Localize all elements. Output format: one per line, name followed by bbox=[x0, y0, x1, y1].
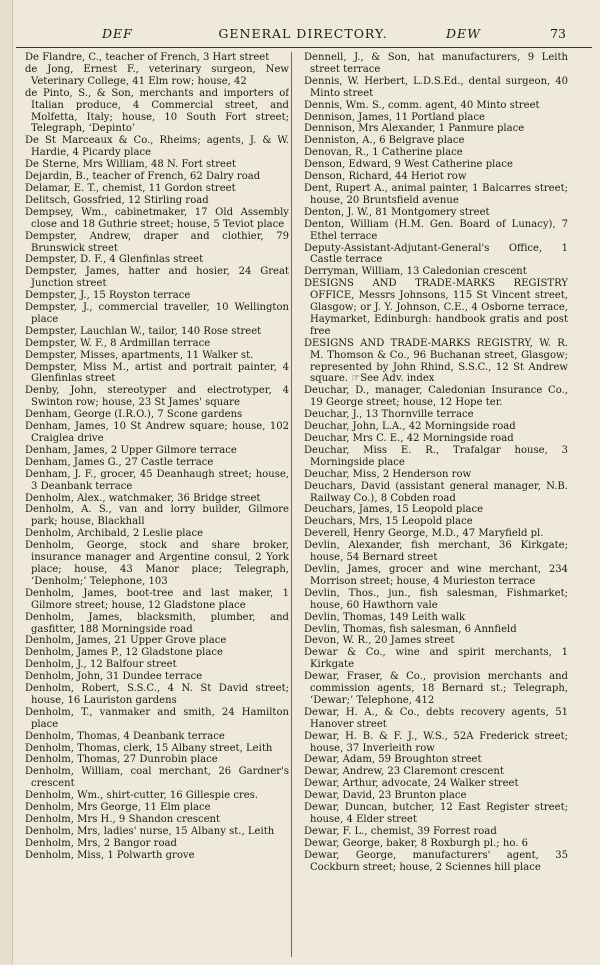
directory-entry: Deuchars, Mrs, 15 Leopold place bbox=[304, 516, 473, 528]
directory-entry: Denholm, James, blacksmith, plumber, and gasfitter, 188 Morningside road bbox=[25, 611, 289, 635]
directory-entry: Devlin, Thomas, fish salesman, 6 Annfield bbox=[304, 623, 517, 635]
header-left-key: DEF bbox=[102, 26, 133, 41]
directory-entry: Deuchar, Miss E. R., Trafalgar house, 3 Morningside place bbox=[304, 444, 568, 468]
directory-entry: DESIGNS AND TRADE-MARKS REGISTRY OFFICE, Messrs Johnsons, 115 St Vincent street, Glasgow; or J. Y. Johnson, C.E., 4 Osborne terrace, Haymarket, Edinburgh: handbook gratis and post free bbox=[304, 278, 568, 337]
directory-entry: Denholm, Mrs, ladies' nurse, 15 Albany st., Leith bbox=[25, 825, 275, 837]
directory-entry: Denholm, George, stock and share broker, insurance manager and Argentine consul, 2 York place; house, 43 Manor place; Telegraph, ‘Denholm;’ Telephone, 103 bbox=[25, 540, 289, 587]
directory-entry: Deuchars, David (assistant general manager, N.B. Railway Co.), 8 Cobden road bbox=[304, 480, 568, 504]
directory-entry: Denholm, A. S., van and lorry builder, Gilmore park; house, Blackhall bbox=[25, 504, 289, 528]
directory-entry: Dempster, J., commercial traveller, 10 Wellington place bbox=[25, 302, 289, 325]
directory-entry: Dennis, W. Herbert, L.D.S.Ed., dental surgeon, 40 Minto street bbox=[304, 75, 568, 99]
directory-entry: Dennell, J., & Son, hat manufacturers, 9 Leith street terrace bbox=[304, 52, 568, 75]
directory-entry: de Jong, Ernest F., veterinary surgeon, New Veterinary College, 41 Elm row; house, 42 bbox=[25, 63, 289, 87]
directory-entry: Denholm, Archibald, 2 Leslie place bbox=[25, 528, 204, 540]
directory-entry: Dewar, George, manufacturers' agent, 35 Cockburn street; house, 2 Sciennes hill place bbox=[304, 849, 568, 873]
directory-entry: Devlin, James, grocer and wine merchant, 234 Morrison street; house, 4 Murieston terrace bbox=[304, 563, 568, 587]
left-column bbox=[17, 52, 289, 958]
directory-entry: Denholm, John, 31 Dundee terrace bbox=[25, 671, 203, 683]
directory-entry: Dewar & Co., wine and spirit merchants, 1 Kirkgate bbox=[304, 647, 568, 671]
directory-entry: Dempster, Andrew, draper and clothier, 79 Brunswick street bbox=[25, 230, 289, 254]
directory-entry: Denholm, William, coal merchant, 26 Gardner's crescent bbox=[25, 766, 289, 790]
directory-entry: Dewar, Andrew, 23 Claremont crescent bbox=[304, 766, 504, 778]
directory-entry: Denson, Edward, 9 West Catherine place bbox=[304, 159, 513, 171]
directory-entry: Dewar, David, 23 Brunton place bbox=[304, 790, 467, 802]
directory-entry: Dempster, James, hatter and hosier, 24 Great Junction street bbox=[25, 266, 289, 290]
directory-entry: Dewar, Duncan, butcher, 12 East Register street; house, 4 Elder street bbox=[304, 802, 568, 825]
column-divider bbox=[291, 52, 292, 957]
page-title: GENERAL DIRECTORY. bbox=[218, 26, 388, 41]
directory-entry: Denton, J. W., 81 Montgomery street bbox=[304, 206, 490, 218]
directory-entry: Denovan, R., 1 Catherine place bbox=[304, 147, 463, 159]
directory-entry: Dewar, F. L., chemist, 39 Forrest road bbox=[304, 825, 497, 837]
directory-entry: Dewar, H. A., & Co., debts recovery agents, 51 Hanover street bbox=[304, 706, 568, 730]
directory-entry: Denholm, Miss, 1 Polwarth grove bbox=[25, 849, 195, 861]
directory-entry: Dempster, J., 15 Royston terrace bbox=[25, 290, 191, 302]
directory-entry: Denholm, Thomas, clerk, 15 Albany street, Leith bbox=[25, 742, 273, 754]
directory-entry: DESIGNS AND TRADE-MARKS REGISTRY, W. R. M. Thomson & Co., 96 Buchanan street, Glasgow; represented by John Rhind, S.S.C., 12 St Andrew square. ☞See Adv. index bbox=[304, 337, 568, 385]
directory-entry: Dewar, Arthur, advocate, 24 Walker street bbox=[304, 778, 519, 790]
directory-entry: Denham, James, 10 St Andrew square; house, 102 Craiglea drive bbox=[25, 421, 289, 444]
directory-entry: De St Marceaux & Co., Rheims; agents, J. & W. Hardie, 4 Picardy place bbox=[25, 135, 289, 159]
directory-entry: Dempster, Misses, apartments, 11 Walker st. bbox=[25, 349, 254, 361]
directory-entry: Deverell, Henry George, M.D., 47 Maryfield pl. bbox=[304, 528, 544, 540]
directory-entry: Devlin, Alexander, fish merchant, 36 Kirkgate; house, 54 Bernard street bbox=[304, 540, 568, 564]
directory-entry: Dejardin, B., teacher of French, 62 Dalry road bbox=[25, 171, 261, 183]
directory-entry: Denholm, Mrs H., 9 Shandon crescent bbox=[25, 814, 221, 825]
directory-entry: Dempsey, Wm., cabinetmaker, 17 Old Assembly close and 18 Guthrie street; house, 5 Teviot place bbox=[25, 206, 289, 230]
directory-entry: Deuchar, D., manager, Caledonian Insurance Co., 19 George street; house, 12 Hope ter. bbox=[304, 385, 568, 409]
directory-entry: Denton, William (H.M. Gen. Board of Lunacy), 7 Ethel terrace bbox=[304, 218, 568, 242]
directory-entry: Deuchar, Mrs C. E., 42 Morningside road bbox=[304, 433, 514, 444]
directory-entry: Dewar, George, baker, 8 Roxburgh pl.; ho. 6 bbox=[304, 837, 529, 849]
directory-entry: Denham, J. F., grocer, 45 Deanhaugh street; house, 3 Deanbank terrace bbox=[25, 468, 289, 492]
directory-entry: Denholm, Robert, S.S.C., 4 N. St David street; house, 16 Lauriston gardens bbox=[25, 683, 289, 706]
directory-entry: Deuchar, Miss, 2 Henderson row bbox=[304, 468, 472, 480]
directory-entry: Denham, James G., 27 Castle terrace bbox=[25, 456, 214, 468]
binding-margin bbox=[0, 0, 13, 965]
directory-entry: Devlin, Thomas, 149 Leith walk bbox=[304, 611, 466, 623]
directory-entry: Denham, George (I.R.O.), 7 Scone gardens bbox=[25, 409, 243, 421]
directory-entry: Denham, James, 2 Upper Gilmore terrace bbox=[25, 444, 237, 456]
directory-entry: Dewar, Fraser, & Co., provision merchants and commission agents, 18 Bernard st.; Telegraph, ‘Dewar;’ Telephone, 412 bbox=[304, 671, 568, 706]
page-number: 73 bbox=[550, 26, 566, 41]
directory-entry: De Sterne, Mrs William, 48 N. Fort street bbox=[25, 159, 236, 171]
directory-entry: Dennis, Wm. S., comm. agent, 40 Minto street bbox=[304, 99, 540, 111]
directory-entry: Deputy-Assistant-Adjutant-General's Office, 1 Castle terrace bbox=[304, 242, 568, 266]
directory-entry: Denholm, J., 12 Balfour street bbox=[25, 659, 177, 671]
header-rule bbox=[16, 47, 592, 48]
directory-entry: Denholm, Mrs George, 11 Elm place bbox=[25, 802, 211, 814]
directory-entry: De Flandre, C., teacher of French, 3 Hart street bbox=[25, 52, 270, 63]
directory-entry: Dewar, H. B. & F. J., W.S., 52A Frederick street; house, 37 Inverleith row bbox=[304, 730, 568, 754]
directory-entry: Dempster, Miss M., artist and portrait painter, 4 Glenfinlas street bbox=[25, 361, 289, 385]
directory-entry: Devon, W. R., 20 James street bbox=[304, 635, 455, 647]
directory-entry: Deuchars, James, 15 Leopold place bbox=[304, 504, 484, 516]
directory-entry: Devlin, Thos., jun., fish salesman, Fishmarket; house, 60 Hawthorn vale bbox=[304, 587, 568, 611]
directory-entry: Dent, Rupert A., animal painter, 1 Balcarres street; house, 20 Bruntsfield avenue bbox=[304, 182, 568, 206]
directory-entry: Derryman, William, 13 Caledonian crescent bbox=[304, 266, 527, 278]
directory-entry: Denholm, Wm., shirt-cutter, 16 Gillespie cres. bbox=[25, 790, 259, 802]
directory-entry: Denniston, A., 6 Belgrave place bbox=[304, 135, 465, 147]
directory-entry: de Pinto, S., & Son, merchants and importers of Italian produce, 4 Commercial street, and Molfetta, Italy; house, 10 South Fort street; Telegraph, ‘Depinto’ bbox=[25, 87, 289, 135]
directory-entry: Dennison, Mrs Alexander, 1 Panmure place bbox=[304, 123, 525, 135]
directory-entry: Deuchar, John, L.A., 42 Morningside road bbox=[304, 421, 516, 433]
directory-entry: Denholm, T., vanmaker and smith, 24 Hamilton place bbox=[25, 706, 289, 730]
header-right-key: DEW bbox=[446, 26, 481, 41]
directory-entry: Denholm, Mrs, 2 Bangor road bbox=[25, 837, 177, 849]
directory-entry: Denholm, James, boot-tree and last maker, 1 Gilmore street; house, 12 Gladstone place bbox=[25, 587, 289, 611]
directory-entry: Denholm, Thomas, 27 Dunrobin place bbox=[25, 754, 218, 766]
directory-entry: Delamar, E. T., chemist, 11 Gordon street bbox=[25, 182, 236, 194]
directory-entry: Denholm, Alex., watchmaker, 36 Bridge street bbox=[25, 492, 261, 504]
right-column bbox=[296, 52, 568, 958]
directory-entry: Denholm, James, 21 Upper Grove place bbox=[25, 635, 227, 647]
directory-entry: Dewar, Adam, 59 Broughton street bbox=[304, 754, 482, 766]
directory-entry: Deuchar, J., 13 Thornville terrace bbox=[304, 409, 474, 421]
directory-entry: Dennison, James, 11 Portland place bbox=[304, 111, 485, 123]
directory-entry: Denby, John, stereotyper and electrotyper, 4 Swinton row; house, 23 St James' square bbox=[25, 385, 289, 409]
directory-entry: Denholm, Thomas, 4 Deanbank terrace bbox=[25, 730, 225, 742]
directory-entry: Delitsch, Gossfried, 12 Stirling road bbox=[25, 194, 209, 206]
directory-entry: Dempster, D. F., 4 Glenfinlas street bbox=[25, 254, 204, 266]
directory-entry: Denholm, James P., 12 Gladstone place bbox=[25, 647, 223, 659]
directory-entry: Denson, Richard, 44 Heriot row bbox=[304, 171, 467, 183]
directory-entry: Dempster, W. F., 8 Ardmillan terrace bbox=[25, 337, 211, 349]
directory-entry: Dempster, Lauchlan W., tailor, 140 Rose street bbox=[25, 325, 262, 337]
page-header bbox=[14, 26, 592, 44]
